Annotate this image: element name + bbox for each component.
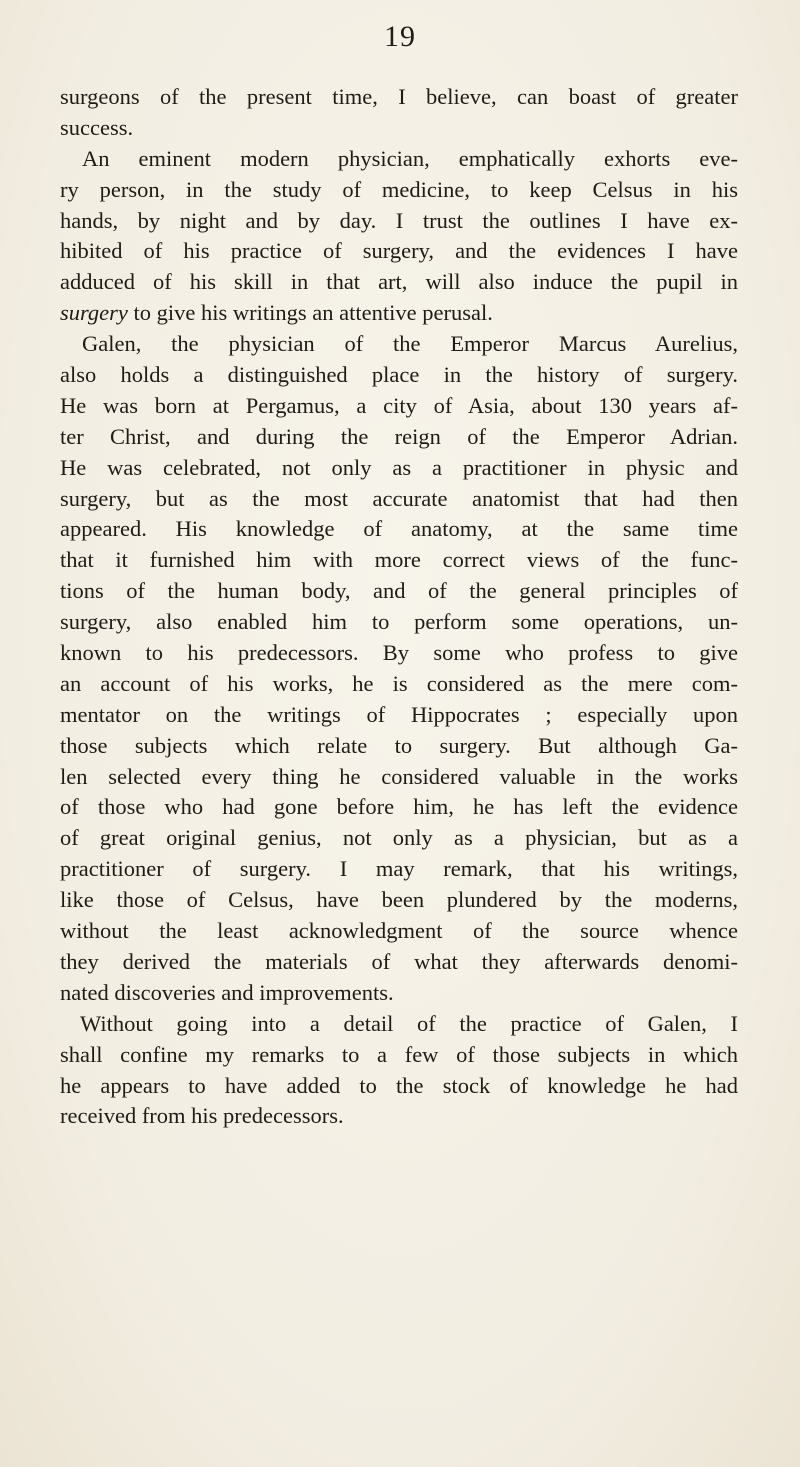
text-line: appeared. His knowledge of anatomy, at the same time — [60, 516, 738, 542]
text-line: An eminent modern physician, emphatically exhorts eve- — [82, 145, 738, 171]
text-line: ter Christ, and during the reign of the Emperor Adrian. — [60, 423, 738, 449]
text-line: mentator on the writings of Hippocrates ; especially upon — [60, 701, 738, 727]
text-line: adduced of his skill in that art, will also induce the pupil in — [60, 269, 738, 295]
italic-word: surgery — [60, 300, 128, 326]
text-line: practitioner of surgery. I may remark, that his writings, — [60, 856, 738, 882]
text-line: without the least acknowledgment of the source whence — [60, 918, 738, 944]
text-line-rest: to give his writings an attentive perusal. — [127, 300, 493, 326]
text-line: surgery, but as the most accurate anatomist that had then — [60, 485, 738, 511]
text-line: those subjects which relate to surgery. But although Ga- — [60, 732, 738, 758]
text-line: shall confine my remarks to a few of those subjects in which — [60, 1041, 738, 1067]
text-line: nated discoveries and improvements. — [60, 979, 394, 1005]
text-line: of great original genius, not only as a physician, but as a — [60, 825, 738, 851]
text-line: Galen, the physician of the Emperor Marcus Aurelius, — [82, 331, 738, 357]
text-line: tions of the human body, and of the general principles of — [60, 578, 738, 604]
page-number: 19 — [384, 20, 416, 53]
text-line: hands, by night and by day. I trust the outlines I have ex- — [60, 207, 738, 233]
text-line: success. — [60, 114, 134, 140]
text-line: an account of his works, he is considered as the mere com- — [60, 670, 738, 696]
text-line: surgery, also enabled him to perform some operations, un- — [60, 609, 738, 635]
text-line: received from his predecessors. — [60, 1103, 344, 1129]
text-line: they derived the materials of what they afterwards denomi- — [60, 948, 738, 974]
text-line: Without going into a detail of the practice of Galen, I — [80, 1010, 738, 1036]
text-line: hibited of his practice of surgery, and the evidences I have — [60, 238, 738, 264]
text-line: also holds a distinguished place in the history of surgery. — [60, 362, 738, 388]
text-line: that it furnished him with more correct views of the func- — [60, 547, 738, 573]
text-line: ry person, in the study of medicine, to keep Celsus in his — [60, 176, 738, 202]
text-line: He was celebrated, not only as a practitioner in physic and — [60, 454, 738, 480]
body-text — [60, 82, 738, 1132]
text-line: he appears to have added to the stock of knowledge he had — [60, 1072, 738, 1098]
text-line: of those who had gone before him, he has left the evidence — [60, 794, 738, 820]
text-line: surgeons of the present time, I believe, can boast of greater — [60, 84, 738, 109]
text-line: He was born at Pergamus, a city of Asia, about 130 years af- — [60, 392, 738, 418]
text-line — [60, 298, 738, 329]
text-line: like those of Celsus, have been plundered by the moderns, — [60, 887, 738, 913]
text-line: known to his predecessors. By some who profess to give — [60, 640, 738, 666]
text-line: len selected every thing he considered valuable in the works — [60, 763, 738, 789]
